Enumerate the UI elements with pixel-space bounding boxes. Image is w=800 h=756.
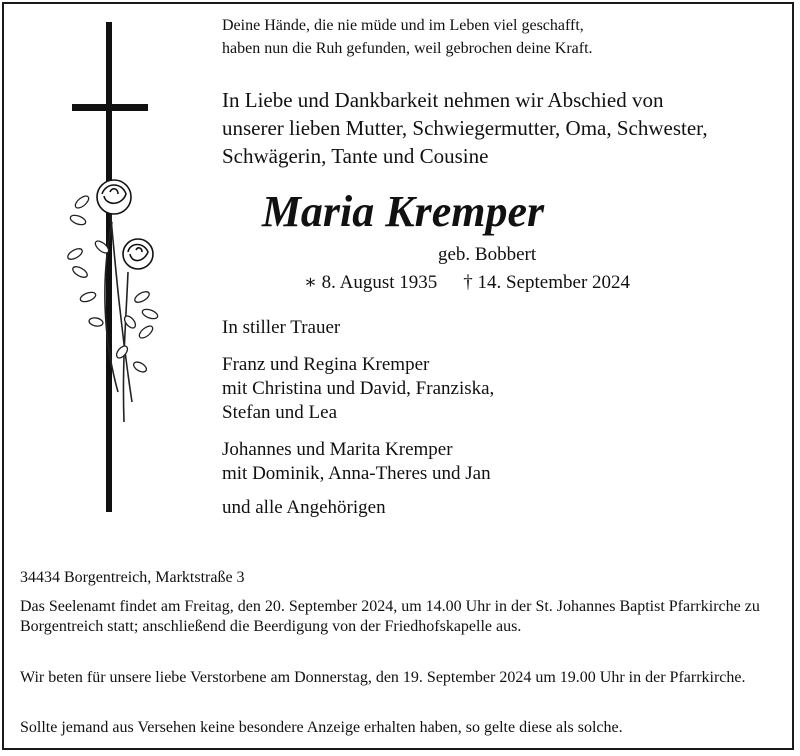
born-symbol: ∗ [304,272,317,293]
poem-line: Deine Hände, die nie müde und im Leben viel geschafft, [222,17,584,34]
birth-date: 8. August 1935 [321,272,438,293]
died-symbol: † [463,272,473,293]
notice: Sollte jemand aus Versehen keine besondere Anzeige erhalten haben, so gelte diese als solche. [20,719,623,736]
intro-line: Schwägerin, Tante und Cousine [222,144,489,168]
prayer-info: Wir beten für unsere liebe Verstorbene am Donnerstag, den 19. September 2024 um 19.00 Uhr in der Pfarrkirche. [20,669,746,686]
mourner-family-1 [222,353,494,425]
mourner-line: Stefan und Lea [222,402,338,423]
poem-line: haben nun die Ruh gefunden, weil gebrochen deine Kraft. [222,40,593,57]
intro-line: unserer lieben Mutter, Schwiegermutter, Oma, Schwester, [222,116,708,140]
mourning-heading: In stiller Trauer [222,317,341,338]
life-dates [304,270,630,296]
intro-line: In Liebe und Dankbarkeit nehmen wir Abschied von [222,88,664,112]
cross-with-roses-icon [60,22,170,522]
address: 34434 Borgentreich, Marktstraße 3 [20,569,245,586]
maiden-name: geb. Bobbert [438,244,537,265]
mourner-line: mit Dominik, Anna-Theres und Jan [222,463,491,484]
mourner-line: Franz und Regina Kremper [222,354,430,375]
poem-verse [222,14,593,60]
mourner-family-2 [222,438,491,486]
other-relatives: und alle Angehörigen [222,497,386,518]
mourner-line: Johannes und Marita Kremper [222,439,453,460]
death-date: 14. September 2024 [477,272,631,293]
mourner-line: mit Christina und David, Franziska, [222,378,495,399]
deceased-name-text: Maria Kremper [261,187,545,236]
farewell-intro [222,86,708,170]
requiem-info: Das Seelenamt findet am Freitag, den 20. September 2024, um 14.00 Uhr in der St. Johannes Baptist Pfarrkirche zu Borgentreich statt; anschließend die Beerdigung von der Friedhofskapelle aus. [20,598,760,635]
deceased-name [0,186,796,238]
